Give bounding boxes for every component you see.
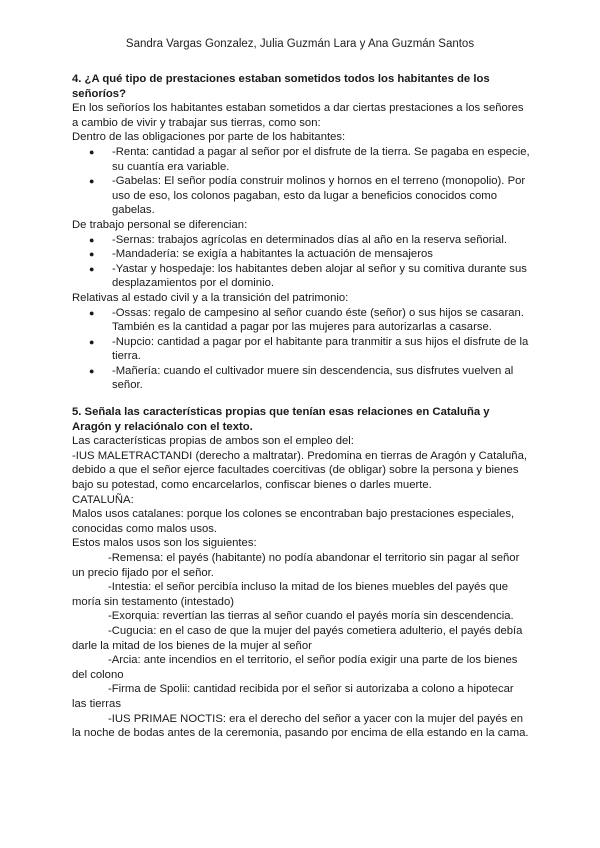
malos-usos-item: -Firma de Spolii: cantidad recibida por el señor si autorizaba a colono a hipotecar las tierras: [72, 683, 514, 710]
malos-usos-item: -Exorquia: revertían las tierras al señor cuando el payés moría sin descendencia.: [108, 610, 514, 623]
civil-label: Relativas al estado civil y a la transición del patrimonio:: [72, 291, 349, 304]
bullet-icon: ●: [89, 307, 95, 318]
question-4-intro: En los señoríos los habitantes estaban sometidos a dar ciertas prestaciones a los señores a cambio de vivir y trabajar sus tierras, como son:: [72, 102, 524, 129]
civil-list: [72, 306, 530, 394]
list-item: ● -Nupcio: cantidad a pagar por el habitante para tranmitir a sus hijos el disfrute de la tierra.: [89, 335, 529, 363]
bullet-icon: ●: [89, 263, 95, 274]
bullet-icon: ●: [89, 336, 95, 347]
ius-maletractandi-paragraph: -IUS MALETRACTANDI (derecho a maltratar). Predomina en tierras de Aragón y Cataluña, debido a que el señor ejerce facultades coercitivas (de obligar) sobre la persona y bienes bajo su potestad, como encarcelarlos, confiscar bienes o darles muerte.: [72, 449, 527, 492]
section-spacer: [72, 393, 530, 405]
bullet-icon: ●: [89, 249, 95, 260]
malos-usos-item: -IUS PRIMAE NOCTIS: era el derecho del señor a yacer con la mujer del payés en la noche de bodas antes de la ceremonia, pasando por encima de ella estando en la cama.: [72, 712, 529, 740]
list-item: ● -Mandadería: se exigía a habitantes la actuación de mensajeros: [89, 248, 433, 261]
list-item: ● -Yastar y hospedaje: los habitantes deben alojar al señor y su comitiva durante sus desplazamientos por el dominio.: [89, 262, 527, 290]
malos-usos-item: -Intestia: el señor percibía incluso la mitad de los bienes muebles del payés que moría sin testamento (intestado): [72, 581, 509, 608]
question-4-title: 4. ¿A qué tipo de prestaciones estaban sometidos todos los habitantes de los señoríos?: [72, 73, 490, 100]
question-5-intro: Las características propias de ambos son el empleo del:: [72, 435, 354, 448]
malos-usos-paragraph: Malos usos catalanes: porque los colones se encontraban bajo prestaciones especiales, conocidas como malos usos.: [72, 508, 515, 535]
malos-usos-item: -Remensa: el payés (habitante) no podía abandonar el territorio sin pagar al señor un precio fijado por el señor.: [72, 552, 520, 579]
question-5-title: 5. Señala las características propias que tenían esas relaciones en Cataluña y Aragón y relaciónalo con el texto.: [72, 406, 490, 433]
obligaciones-label: Dentro de las obligaciones por parte de los habitantes:: [72, 131, 346, 144]
malos-usos-item: -Cugucia: en el caso de que la mujer del payés cometiera adulterio, el payés debía darle la mitad de los bienes de la mujer al señor: [72, 624, 523, 652]
bullet-icon: ●: [89, 146, 95, 157]
cataluna-heading: CATALUÑA:: [72, 493, 134, 506]
list-item: ● -Mañería: cuando el cultivador muere sin descendencia, sus disfrutes vuelven al señor.: [89, 364, 514, 392]
list-item: ● -Sernas: trabajos agrícolas en determinados días al año en la reserva señorial.: [89, 233, 507, 246]
malos-usos-item: -Arcia: ante incendios en el territorio, el señor podía exigir una parte de los bienes del colono: [72, 654, 518, 681]
document-body: [72, 72, 530, 741]
list-item: ● -Gabelas: El señor podía construir molinos y hornos en el terreno (monopolio). Por uso de eso, los colonos pagaban, esto da lugar a beneficios conocidos como gabelas.: [89, 175, 526, 217]
list-item: ● -Renta: cantidad a pagar al señor por el disfrute de la tierra. Se pagaba en especie, su cuantía era variable.: [89, 145, 530, 173]
bullet-icon: ●: [89, 234, 95, 245]
page-header-authors: Sandra Vargas Gonzalez, Julia Guzmán Lara y Ana Guzmán Santos: [125, 38, 475, 50]
personal-list: [72, 233, 530, 291]
malos-usos-label: Estos malos usos son los siguientes:: [72, 537, 257, 550]
list-item: ● -Ossas: regalo de campesino al señor cuando éste (señor) o sus hijos se casaran. También es la cantidad a pagar por las mujeres para autorizarlas a casarse.: [89, 306, 524, 334]
bullet-icon: ●: [89, 176, 95, 187]
personal-label: De trabajo personal se diferencian:: [72, 218, 248, 231]
obligaciones-list: [72, 145, 530, 218]
bullet-icon: ●: [89, 365, 95, 376]
